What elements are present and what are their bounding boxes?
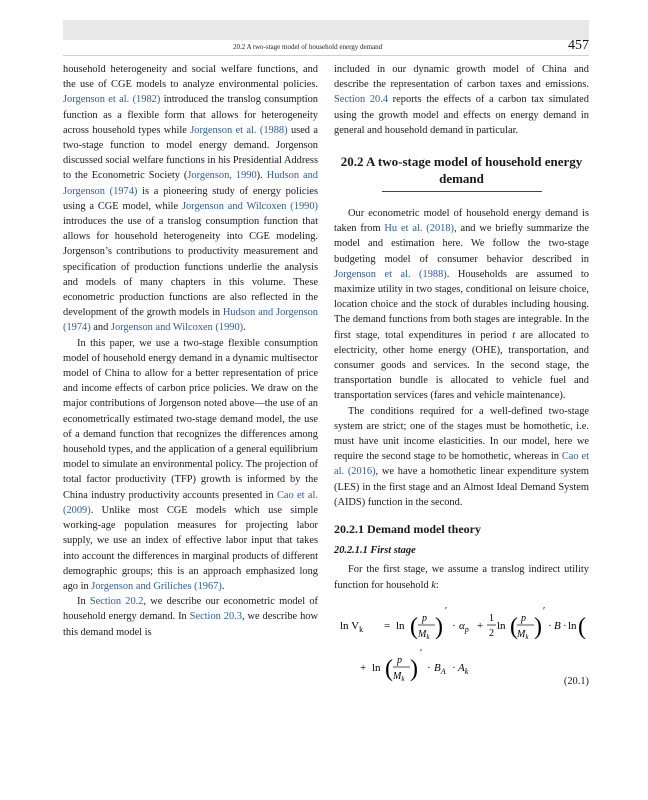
text-run: and <box>90 322 111 334</box>
right-column <box>334 62 589 695</box>
heading-rule <box>382 191 542 192</box>
page-number: 457 <box>568 38 589 53</box>
subsection-heading: 20.2.1 Demand model theory <box>334 522 481 537</box>
paragraph <box>334 404 589 510</box>
equation-number: (20.1) <box>563 675 589 687</box>
text-run: . <box>221 580 225 592</box>
citation-link[interactable]: Hu et al. (2018) <box>384 223 454 235</box>
citation-link[interactable]: Section 20.2 <box>89 596 144 608</box>
eq-p: p <box>422 612 427 624</box>
text-run: introduced the translog consumption function as a flexible form that allows for heterogeneity across household types while <box>63 94 318 136</box>
eq-B: B <box>554 619 561 632</box>
equation-svg <box>334 599 589 695</box>
paragraph <box>63 336 318 594</box>
text-run: household heterogeneity and social welfare functions, and the use of CGE models to analyze environmental policies. <box>63 64 318 91</box>
eq-plus: + <box>360 661 367 674</box>
citation-link[interactable]: Jorgenson et al. (1988) <box>190 124 288 136</box>
citation-link[interactable]: Jorgenson et al. (1988) <box>334 268 447 280</box>
citation-link[interactable]: Jorgenson, 1990 <box>187 170 257 182</box>
citation-link[interactable]: Hudson and Jorgenson (1974) <box>63 170 318 197</box>
left-column <box>63 62 318 640</box>
eq-M: $M_k$ <box>393 670 405 683</box>
eq-BA: $B_A$ <box>434 661 446 676</box>
eq-paren: ) <box>435 613 443 640</box>
text-run: , we describe how this demand model is <box>63 611 318 638</box>
eq-prime: ′ <box>543 605 546 617</box>
eq-alpha: $\alpha_p$ <box>459 619 469 634</box>
text-run: The conditions required for a well-defined two-stage system are strict; one of the stages must be homothetic, i.e. must have unit income elasticities. In our model, here we require the second stage to be homothetic, whereas in <box>334 405 589 463</box>
eq-p: p <box>397 654 402 666</box>
running-head <box>63 39 589 56</box>
eq-two: 2 <box>489 627 494 639</box>
text-run: t <box>512 329 516 341</box>
paragraph <box>334 562 589 592</box>
running-title: 20.2 A two-stage model of household energy demand <box>233 43 383 51</box>
citation-link[interactable]: Jorgenson et al. (1982) <box>63 94 161 106</box>
eq-p: p <box>521 612 526 624</box>
citation-link[interactable]: Jorgenson and Wilcoxen (1990) <box>110 322 244 334</box>
text-run: k <box>431 579 436 591</box>
text-run: included in our dynamic growth model of China and describe the representation of carbon taxes and emissions. <box>334 64 589 91</box>
eq-ln: ln <box>568 619 577 632</box>
eq-M: $M_k$ <box>418 628 430 641</box>
text-run: , we have a homothetic linear expenditure system (LES) in the first stage and an Almost Ideal Demand System (AIDS) function in the second. <box>334 466 589 508</box>
text-run: is a pioneering study of energy policies using a CGE model, while <box>63 185 318 212</box>
eq-dot: · <box>452 619 456 632</box>
text-run: In this paper, we use a two-stage flexible consumption model of household energy demand in a dynamic multisector model of China to allow for a better representation of price and income effects of carbon price policies. We draw on the major contributions of Jorgenson noted above—the use of an econometrically estimated two-stage demand model, the use of a demand function that recognizes the differences among household types, and the application of a general equilibrium model to simulate an environmental policy. The projection of total factor productivity (TFP) growth is informed by the China industry productivity accounts presented in <box>63 337 318 501</box>
eq-prime: ′ <box>420 647 423 659</box>
text-run: For the first stage, we assume a translog indirect utility function for household <box>334 564 589 591</box>
eq-ln: ln <box>497 619 506 632</box>
text-run: : <box>435 579 439 591</box>
eq-paren: ) <box>534 613 542 640</box>
subsubsection-heading: 20.2.1.1 First stage <box>334 545 416 557</box>
eq-dot: · <box>427 661 431 674</box>
eq-dot: · <box>563 619 567 632</box>
eq-Ak: $A_k$ <box>458 661 469 676</box>
text-run: . Unlike most CGE models which use simple working-age population measures for projecting labor supply, we use an index of effective labor input that takes into account the differences in marginal products of different demographic groups; this is an approach emphasized long ago in <box>63 504 318 592</box>
text-run: In <box>77 596 90 608</box>
eq-dot: · <box>452 661 456 674</box>
citation-link[interactable]: Section 20.3 <box>189 611 242 623</box>
text-run: ). <box>256 170 267 182</box>
eq-one: 1 <box>489 612 494 624</box>
eq-lhs: $\ln V_k$ <box>340 619 364 634</box>
eq-plus: + <box>477 619 484 632</box>
paragraph <box>63 594 318 640</box>
citation-link[interactable]: Jorgenson and Griliches (1967) <box>91 580 222 592</box>
citation-link[interactable]: Cao et al. (2009) <box>63 489 318 516</box>
eq-M: $M_k$ <box>517 628 529 641</box>
eq-equals: = <box>384 619 391 632</box>
text-run: introduces the use of a translog consumption function that allows for household heterogeneity into CGE modeling. Jorgenson’s contributions to productivity measurement and specification of production functions underlie the analysis and models of many chapters in this volume. These econometric production functions are also reflected in the development of the growth models in <box>63 216 318 319</box>
eq-paren: ( <box>385 655 393 682</box>
section-heading: 20.2 A two-stage model of household energy demand <box>340 154 583 187</box>
citation-link[interactable]: Cao et al. (2016) <box>334 451 589 478</box>
paragraph <box>334 206 589 404</box>
eq-dot: · <box>548 619 552 632</box>
text-run: are allocated to electricity, other home energy (OHE), transportation, and consumer goods and services. In the second stage, the transportation bundle is allocated to vehicle fuel and transportation services (fares and vehicle maintenance). <box>334 329 589 402</box>
eq-paren: ( <box>578 613 586 640</box>
text-run: , and we briefly summarize the model and estimation here. We follow the two-stage budgeting model of consumer behavior described in <box>334 223 589 265</box>
text-run: . Households are assumed to maximize utility in two stages, conditional on leisure choice, location choice and the stock of durables including housing. The demand functions from both stages are integrable. In the first stage, total expenditures in period <box>334 268 589 341</box>
text-run: . <box>243 322 246 334</box>
equation-20-1 <box>334 599 589 695</box>
paragraph <box>63 62 318 336</box>
header-band <box>63 20 589 40</box>
citation-link[interactable]: Hudson and Jorgenson (1974) <box>63 307 318 334</box>
text-run: reports the effects of a carbon tax simulated using the growth model and effects on energy demand in general and household demand in particular. <box>334 94 589 136</box>
citation-link[interactable]: Section 20.4 <box>334 94 389 106</box>
eq-paren: ( <box>410 613 418 640</box>
eq-ln: ln <box>396 619 405 632</box>
eq-paren: ) <box>410 655 418 682</box>
text-run: , we describe our econometric model of household energy demand. In <box>63 596 318 623</box>
eq-prime: ′ <box>445 605 448 617</box>
text-run: used a two-stage function to model energy demand. Jorgenson discussed social welfare functions in his Presidential Address to the Econometric Society ( <box>63 124 318 182</box>
text-run: Our econometric model of household energy demand is taken from <box>334 208 589 235</box>
citation-link[interactable]: Jorgenson and Wilcoxen (1990) <box>181 200 318 212</box>
eq-ln: ln <box>372 661 381 674</box>
eq-paren: ( <box>510 613 518 640</box>
paragraph <box>334 62 589 138</box>
